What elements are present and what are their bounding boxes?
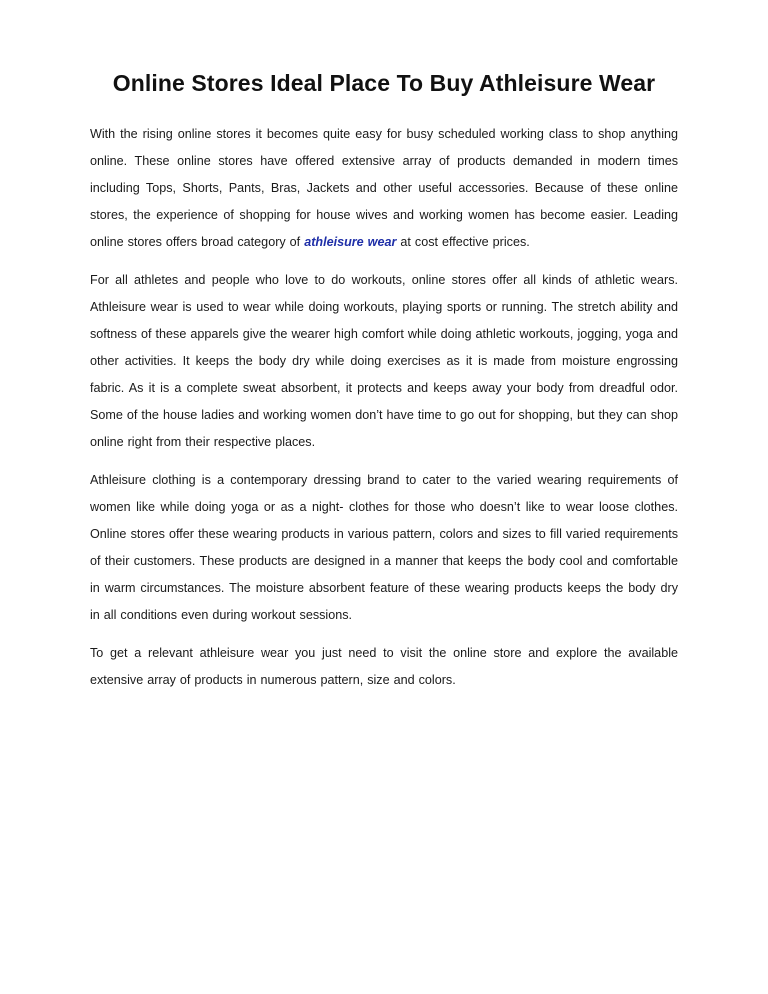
paragraph-1-text-after: at cost effective prices. bbox=[396, 235, 530, 249]
athleisure-wear-link[interactable]: athleisure wear bbox=[304, 235, 397, 249]
paragraph-4: To get a relevant athleisure wear you just need to visit the online store and explore the available extensive array of products in numerous pattern, size and colors. bbox=[90, 646, 678, 687]
page-title: Online Stores Ideal Place To Buy Athleisure Wear bbox=[112, 70, 656, 96]
paragraph-1 bbox=[90, 121, 678, 256]
paragraph-1-text-before: With the rising online stores it becomes quite easy for busy scheduled working class to shop anything online. These online stores have offered extensive array of products demanded in modern times including Tops, Shorts, Pants, Bras, Jackets and other useful accessories. Because of these online stores, the experience of shopping for house wives and working women has become easier. Leading online stores offers broad category of bbox=[90, 127, 678, 249]
paragraph-2: For all athletes and people who love to do workouts, online stores offer all kinds of athletic wears. Athleisure wear is used to wear while doing workouts, playing sports or running. The stretch ability and softness of these apparels give the wearer high comfort while doing athletic workouts, jogging, yoga and other activities. It keeps the body dry while doing exercises as it is made from moisture engrossing fabric. As it is a complete sweat absorbent, it protects and keeps away your body from dreadful odor. Some of the house ladies and working women don’t have time to go out for shopping, but they can shop online right from their respective places. bbox=[90, 273, 678, 449]
paragraph-3: Athleisure clothing is a contemporary dressing brand to cater to the varied wearing requirements of women like while doing yoga or as a night- clothes for those who doesn’t like to wear loose clothes. Online stores offer these wearing products in various pattern, colors and sizes to fill varied requirements of their customers. These products are designed in a manner that keeps the body cool and comfortable in warm circumstances. The moisture absorbent feature of these wearing products keeps the body dry in all conditions even during workout sessions. bbox=[90, 473, 678, 622]
